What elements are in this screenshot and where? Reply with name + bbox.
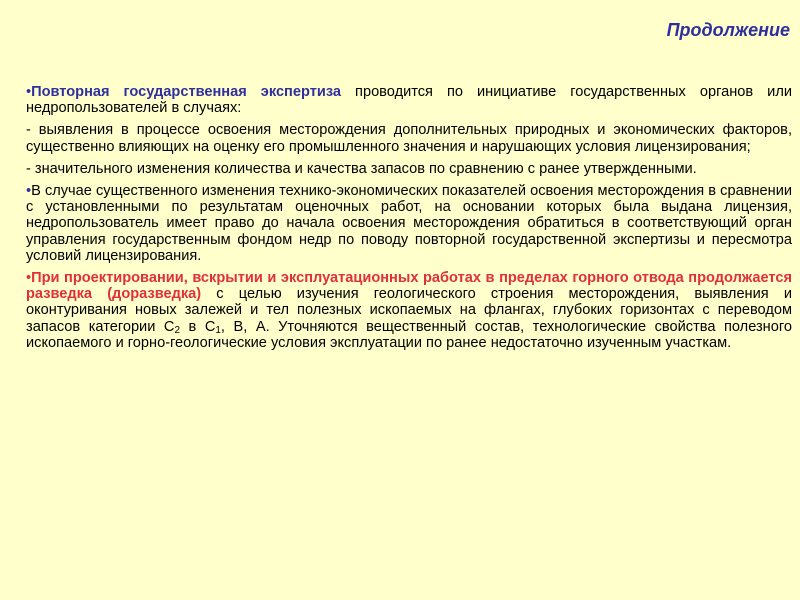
paragraph-text: проводится по инициативе государственных органов или недропользователей в случаях: bbox=[26, 84, 792, 117]
paragraph-case-factors: - выявления в процессе освоения месторождения дополнительных природных и экономических факторов, существенно влияющих на оценку его промышленного значения и нарушающих условия лицензирования; bbox=[26, 122, 792, 155]
subscript-category: 2 bbox=[174, 324, 180, 336]
paragraph-text-2: в С bbox=[180, 318, 216, 335]
slide-content bbox=[26, 84, 792, 357]
bullet-icon: • bbox=[26, 270, 32, 287]
subscript-category: 1 bbox=[215, 324, 221, 336]
paragraph-repeat-expertise bbox=[26, 84, 792, 116]
bullet-icon: • bbox=[26, 183, 32, 200]
bullet-icon: • bbox=[26, 84, 32, 100]
paragraph-exploration bbox=[26, 270, 792, 351]
paragraph-text-1: с целью изучения геологического строения месторождения, выявления и оконтуривания новых залежей и тел полезных ископаемых на флангах, глубоких горизонтах с переводом запасов категории С bbox=[26, 286, 792, 335]
highlight-term: При проектировании, вскрытии и эксплуатационных работах в пределах горного отвода продолжается разведка (доразведка) bbox=[26, 270, 792, 303]
paragraph-text-3: , В, А. Уточняются вещественный состав, технологические свойства полезного ископаемого и горно-геологические условия эксплуатации по ранее недостаточно изученным участкам. bbox=[26, 318, 792, 351]
paragraph-case-reserves: - значительного изменения количества и качества запасов по сравнению с ранее утвержденными. bbox=[26, 160, 697, 177]
highlight-term: Повторная государственная экспертиза bbox=[31, 84, 342, 100]
slide-title: Продолжение bbox=[666, 20, 790, 40]
paragraph-text: В случае существенного изменения технико-экономических показателей освоения месторождения в сравнении с установленными по результатам оценочных работ, на основании которых была выдана лицензия, недропользователь имеет право до начала освоения месторождения обратиться в соответствующий орган управления государственным фондом недр по поводу повторной государственной экспертизы и пересмотра условий лицензирования. bbox=[26, 183, 792, 264]
paragraph-economic-change bbox=[26, 183, 792, 264]
